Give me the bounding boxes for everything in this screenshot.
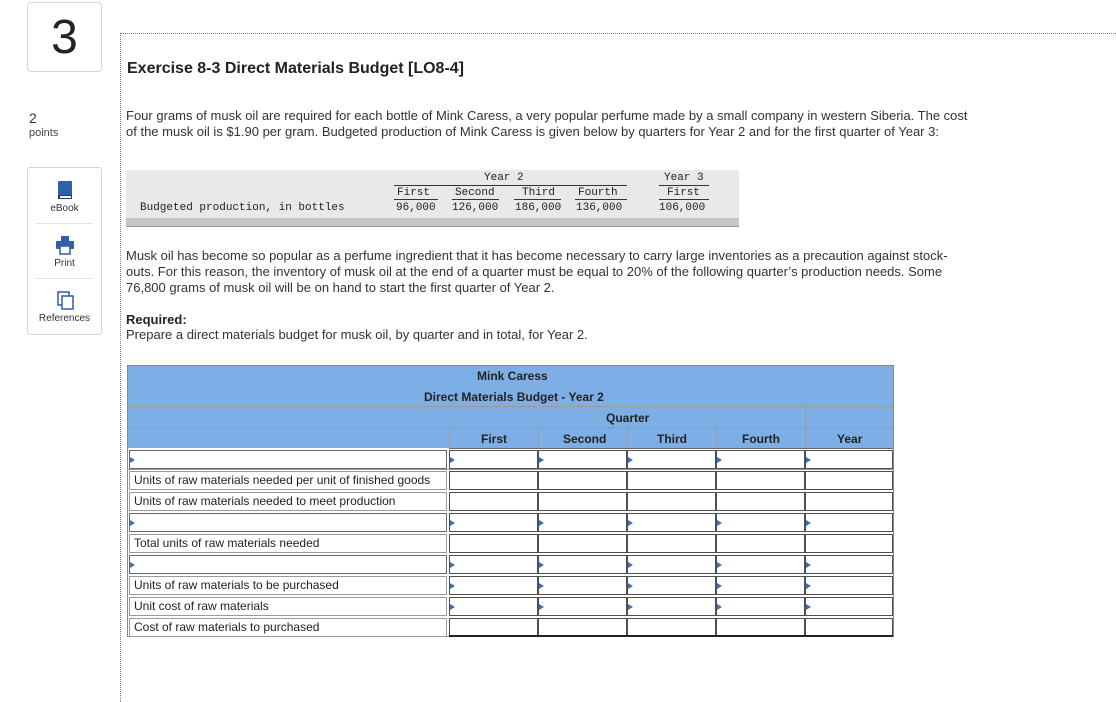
dropdown-arrow-icon bbox=[806, 520, 811, 526]
ebook-button[interactable] bbox=[28, 180, 101, 214]
given-col-header: Fourth bbox=[578, 187, 618, 199]
row-label: Units of raw materials to be purchased bbox=[129, 576, 447, 595]
points-label: points bbox=[29, 127, 59, 139]
dropdown-arrow-icon bbox=[628, 562, 633, 568]
col-divider bbox=[449, 427, 450, 448]
exercise-intro: Four grams of musk oil are required for each bottle of Mink Caress, a very popular perfume made by a small company in western Siberia. The cost of the musk oil is $1.90 per gram. Budgeted production of Mink Caress is given below by quarters for Year 2 and for the first quarter of Year 3: bbox=[126, 108, 968, 139]
dropdown-arrow-icon bbox=[806, 583, 811, 589]
value-cell[interactable] bbox=[538, 576, 627, 595]
dropdown-arrow-icon bbox=[717, 562, 722, 568]
dropdown-arrow-icon bbox=[130, 457, 135, 463]
value-cell[interactable] bbox=[716, 471, 805, 490]
value-cell[interactable] bbox=[716, 492, 805, 511]
dropdown-arrow-icon bbox=[717, 604, 722, 610]
col-underline bbox=[452, 199, 499, 200]
dropdown-arrow-icon bbox=[717, 457, 722, 463]
value-cell[interactable] bbox=[449, 513, 538, 532]
given-data-footer bbox=[126, 218, 739, 227]
dropdown-arrow-icon bbox=[628, 520, 633, 526]
value-cell[interactable] bbox=[805, 450, 893, 469]
value-cell[interactable] bbox=[805, 471, 893, 490]
value-cell[interactable] bbox=[716, 534, 805, 553]
ebook-label: eBook bbox=[50, 203, 79, 214]
value-cell[interactable] bbox=[449, 597, 538, 616]
dropdown-arrow-icon bbox=[539, 562, 544, 568]
quarter-label: Quarter bbox=[606, 411, 650, 425]
year2-underline bbox=[394, 185, 627, 186]
value-cell[interactable] bbox=[716, 576, 805, 595]
given-value: 96,000 bbox=[396, 202, 436, 214]
col-first: First bbox=[481, 432, 508, 446]
printer-icon bbox=[55, 235, 75, 255]
dropdown-arrow-icon bbox=[539, 520, 544, 526]
value-cell[interactable] bbox=[805, 534, 893, 553]
col-fourth: Fourth bbox=[742, 432, 780, 446]
points-value: 2 bbox=[29, 110, 37, 126]
given-value: 106,000 bbox=[659, 202, 706, 214]
print-label: Print bbox=[54, 258, 75, 269]
dropdown-arrow-icon bbox=[539, 604, 544, 610]
col-divider bbox=[716, 427, 717, 448]
given-col-header: First bbox=[397, 187, 431, 199]
dropdown-arrow-icon bbox=[806, 457, 811, 463]
tool-divider bbox=[36, 223, 93, 224]
header-rule bbox=[128, 427, 893, 428]
dropdown-arrow-icon bbox=[130, 562, 135, 568]
value-cell[interactable] bbox=[805, 555, 893, 574]
total-rule bbox=[449, 635, 893, 637]
dropdown-arrow-icon bbox=[628, 583, 633, 589]
header-rule bbox=[128, 406, 893, 407]
col-underline bbox=[575, 199, 627, 200]
header-rule bbox=[449, 448, 893, 449]
dropdown-arrow-icon bbox=[628, 604, 633, 610]
print-button[interactable] bbox=[28, 235, 101, 269]
col-divider bbox=[805, 407, 806, 448]
value-cell[interactable] bbox=[627, 450, 716, 469]
value-cell[interactable] bbox=[627, 576, 716, 595]
budget-company: Mink Caress bbox=[477, 369, 548, 383]
value-cell[interactable] bbox=[716, 597, 805, 616]
dropdown-arrow-icon bbox=[450, 583, 455, 589]
header-divider bbox=[120, 33, 1116, 34]
dropdown-arrow-icon bbox=[717, 520, 722, 526]
tool-divider bbox=[36, 278, 93, 279]
dropdown-arrow-icon bbox=[450, 457, 455, 463]
given-value: 126,000 bbox=[452, 202, 499, 214]
value-cell[interactable] bbox=[805, 513, 893, 532]
dropdown-arrow-icon bbox=[628, 457, 633, 463]
value-cell[interactable] bbox=[538, 513, 627, 532]
dropdown-arrow-icon bbox=[539, 457, 544, 463]
row-label: Cost of raw materials to purchased bbox=[129, 618, 447, 637]
value-cell[interactable] bbox=[449, 555, 538, 574]
value-cell[interactable] bbox=[449, 534, 538, 553]
value-cell[interactable] bbox=[449, 576, 538, 595]
row-label-input[interactable] bbox=[129, 450, 447, 469]
value-cell[interactable] bbox=[805, 576, 893, 595]
content-divider bbox=[120, 33, 121, 702]
value-cell[interactable] bbox=[805, 597, 893, 616]
references-button[interactable] bbox=[28, 290, 101, 324]
value-cell[interactable] bbox=[538, 471, 627, 490]
row-label-input[interactable] bbox=[129, 513, 447, 532]
row-label: Units of raw materials needed to meet production bbox=[129, 492, 447, 511]
col-third: Third bbox=[657, 432, 687, 446]
value-cell[interactable] bbox=[538, 450, 627, 469]
value-cell[interactable] bbox=[627, 492, 716, 511]
col-underline bbox=[659, 199, 709, 200]
value-cell[interactable] bbox=[449, 492, 538, 511]
year3-header: Year 3 bbox=[664, 172, 704, 184]
col-second: Second bbox=[563, 432, 607, 446]
exercise-title: Exercise 8-3 Direct Materials Budget [LO8-4] bbox=[127, 60, 465, 77]
row-rule bbox=[128, 469, 893, 470]
col-divider bbox=[627, 427, 628, 448]
value-cell[interactable] bbox=[716, 555, 805, 574]
required-heading: Required: bbox=[126, 312, 187, 327]
budget-title: Direct Materials Budget - Year 2 bbox=[424, 390, 604, 404]
given-col-header: First bbox=[667, 187, 701, 199]
col-underline bbox=[514, 199, 561, 200]
dropdown-arrow-icon bbox=[717, 583, 722, 589]
value-cell[interactable] bbox=[627, 513, 716, 532]
required-text: Prepare a direct materials budget for musk oil, by quarter and in total, for Year 2. bbox=[126, 327, 588, 342]
col-underline bbox=[394, 199, 438, 200]
book-icon bbox=[56, 180, 74, 200]
value-cell[interactable] bbox=[449, 471, 538, 490]
dropdown-arrow-icon bbox=[450, 562, 455, 568]
value-cell[interactable] bbox=[538, 555, 627, 574]
dropdown-arrow-icon bbox=[539, 583, 544, 589]
row-label: Total units of raw materials needed bbox=[129, 534, 447, 553]
value-cell[interactable] bbox=[627, 597, 716, 616]
col-divider bbox=[538, 427, 539, 448]
row-label: Units of raw materials needed per unit of finished goods bbox=[129, 471, 447, 490]
given-value: 136,000 bbox=[576, 202, 623, 214]
references-label: References bbox=[38, 313, 91, 324]
tools-panel bbox=[27, 167, 102, 335]
given-col-header: Third bbox=[522, 187, 556, 199]
value-cell[interactable] bbox=[449, 450, 538, 469]
dropdown-arrow-icon bbox=[130, 520, 135, 526]
value-cell[interactable] bbox=[627, 534, 716, 553]
value-cell[interactable] bbox=[538, 534, 627, 553]
row-label: Unit cost of raw materials bbox=[129, 597, 447, 616]
value-cell[interactable] bbox=[627, 471, 716, 490]
dropdown-arrow-icon bbox=[806, 604, 811, 610]
given-value: 186,000 bbox=[515, 202, 562, 214]
value-cell[interactable] bbox=[716, 513, 805, 532]
dropdown-arrow-icon bbox=[806, 562, 811, 568]
year3-underline bbox=[659, 185, 709, 186]
col-year: Year bbox=[837, 432, 863, 446]
row-label-input[interactable] bbox=[129, 555, 447, 574]
value-cell[interactable] bbox=[538, 492, 627, 511]
given-col-header: Second bbox=[455, 187, 495, 199]
value-cell[interactable] bbox=[627, 555, 716, 574]
value-cell[interactable] bbox=[538, 597, 627, 616]
given-row-label: Budgeted production, in bottles bbox=[140, 202, 345, 214]
question-number: 3 bbox=[27, 2, 102, 72]
year2-header: Year 2 bbox=[484, 172, 524, 184]
exercise-body: Musk oil has become so popular as a perfume ingredient that it has become necessary to carry large inventories as a precaution against stock-outs. For this reason, the inventory of musk oil at the end of a quarter must be equal to 20% of the following quarter’s production needs. Some 76,800 grams of musk oil will be on hand to start the first quarter of Year 2. bbox=[126, 248, 948, 295]
value-cell[interactable] bbox=[805, 492, 893, 511]
dropdown-arrow-icon bbox=[450, 604, 455, 610]
references-icon bbox=[55, 290, 75, 310]
value-cell[interactable] bbox=[716, 450, 805, 469]
dropdown-arrow-icon bbox=[450, 520, 455, 526]
